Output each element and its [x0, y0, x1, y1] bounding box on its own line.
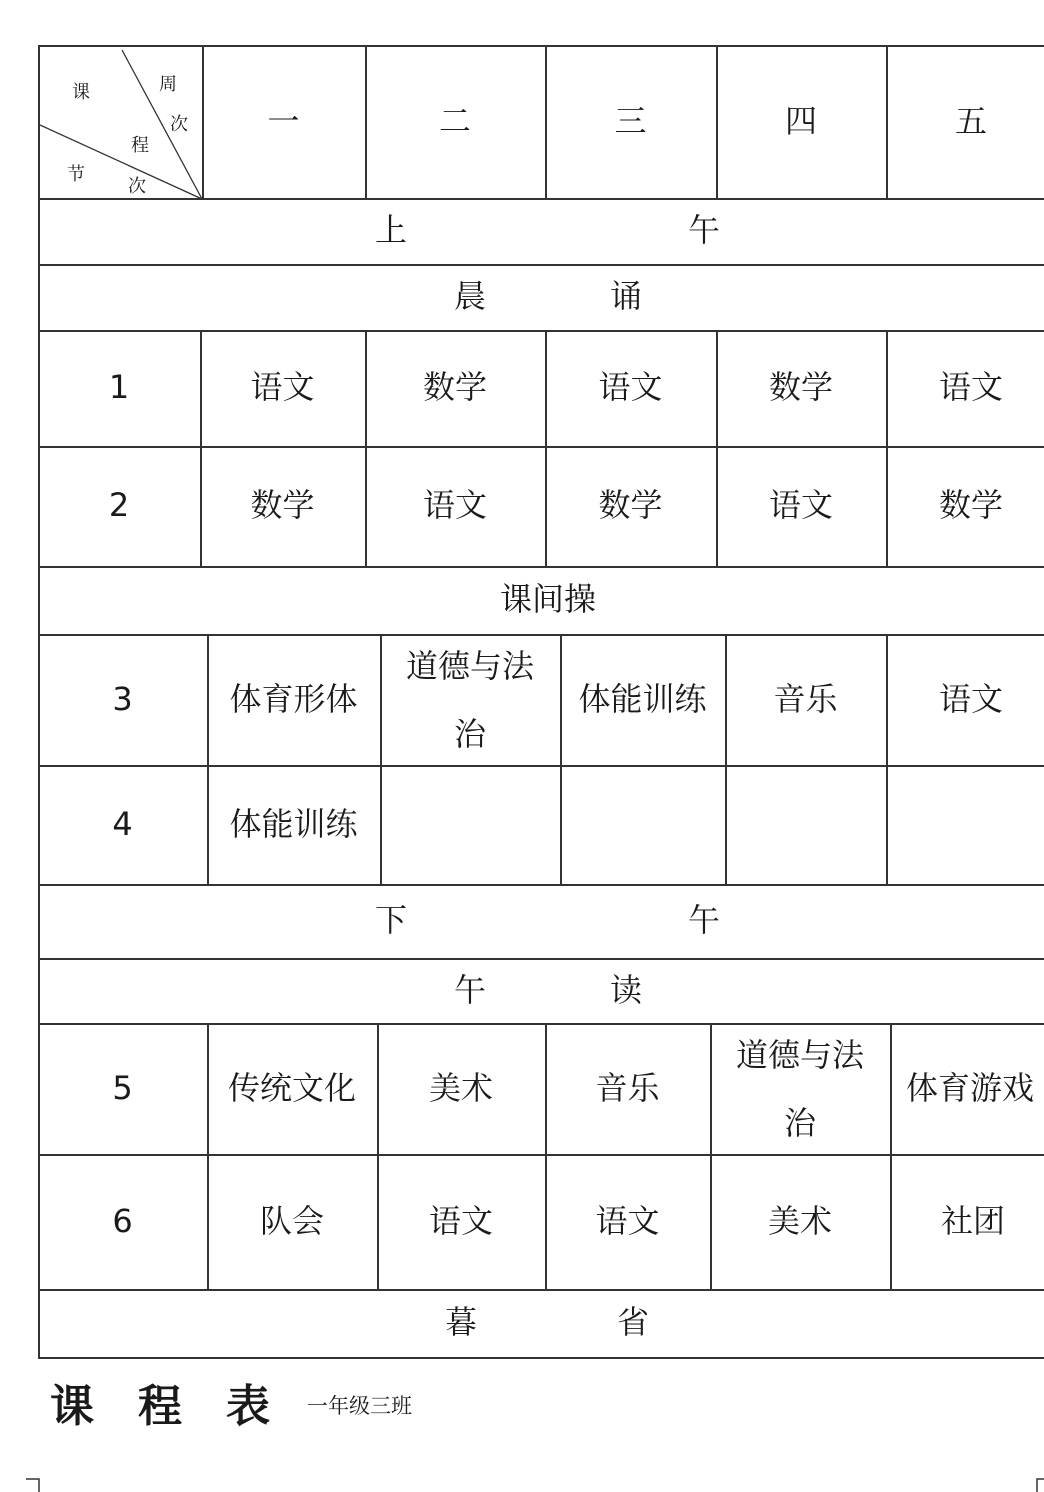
class-cell: 音乐	[773, 679, 838, 718]
corner-label-cheng: 程	[131, 135, 149, 156]
class-cell-empty	[886, 765, 1044, 884]
class-cell: 语文	[250, 368, 315, 407]
row-divider	[38, 958, 1044, 960]
class-cell: 数学	[250, 486, 315, 525]
day-header-4: 四	[784, 102, 817, 141]
period-number: 3	[112, 679, 133, 718]
class-cell: 音乐	[595, 1068, 660, 1107]
class-cell: 社团	[940, 1201, 1005, 1240]
day-header-5: 五	[954, 102, 987, 141]
section-afternoon-char-2: 午	[687, 901, 720, 940]
section-morning-char-1: 上	[374, 211, 407, 250]
class-cell: 数学	[422, 368, 487, 407]
class-cell: 队会	[259, 1201, 324, 1240]
period-number: 6	[112, 1201, 133, 1240]
period-number: 2	[108, 486, 130, 525]
schedule-title: 课 程 表	[50, 1381, 270, 1432]
class-cell: 数学	[598, 486, 663, 525]
table-border-bottom	[38, 1357, 1044, 1359]
class-cell: 语文	[428, 1201, 493, 1240]
class-cell: 体育游戏	[906, 1068, 1035, 1107]
class-cell: 美术	[767, 1201, 832, 1240]
day-header-2: 二	[438, 102, 471, 141]
section-afternoon-char-1: 下	[374, 901, 407, 940]
section-exercise: 课间操	[499, 580, 596, 619]
row-divider	[38, 884, 1044, 886]
class-cell-empty	[725, 765, 886, 884]
class-cell: 体能训练	[578, 679, 707, 718]
class-cell: 数学	[768, 368, 833, 407]
section-morning-char-2: 午	[687, 211, 720, 250]
crop-mark	[1036, 1478, 1044, 1492]
corner-label-zhou: 周	[159, 74, 177, 95]
period-number: 4	[112, 804, 133, 843]
corner-label-ci-bottom: 次	[128, 176, 146, 197]
class-cell: 数学	[938, 486, 1003, 525]
class-cell: 传统文化	[227, 1068, 356, 1107]
class-cell: 美术	[428, 1068, 493, 1107]
corner-label-ci-top: 次	[170, 114, 188, 135]
class-cell: 语文	[768, 486, 833, 525]
section-dusk-char-2: 省	[616, 1303, 649, 1342]
corner-label-jie: 节	[67, 164, 85, 185]
row-divider	[38, 1289, 1044, 1291]
period-number: 5	[112, 1068, 133, 1107]
period-number: 1	[108, 368, 130, 407]
class-cell: 体能训练	[229, 804, 358, 843]
day-header-1: 一	[267, 102, 300, 141]
corner-label-ke: 课	[72, 82, 90, 103]
class-name-subtitle: 一年级三班	[307, 1394, 412, 1418]
class-cell: 语文	[938, 368, 1003, 407]
day-header-3: 三	[614, 102, 647, 141]
class-cell: 语文	[422, 486, 487, 525]
class-cell-empty	[560, 765, 725, 884]
section-afternoon-reading-char-1: 午	[453, 970, 486, 1009]
class-cell: 语文	[598, 368, 663, 407]
row-divider	[38, 264, 1044, 266]
section-afternoon-reading-char-2: 读	[609, 970, 642, 1009]
section-dusk-char-1: 暮	[444, 1303, 477, 1342]
class-cell: 体育形体	[229, 679, 358, 718]
class-cell: 语文	[595, 1201, 660, 1240]
section-morning-reading-char-2: 诵	[609, 277, 642, 316]
section-morning-reading-char-1: 晨	[453, 277, 486, 316]
class-cell: 语文	[938, 679, 1003, 718]
crop-mark	[26, 1478, 40, 1492]
class-cell: 道德与法治	[735, 1035, 864, 1142]
class-cell: 道德与法治	[405, 646, 534, 753]
class-cell-empty	[380, 765, 560, 884]
